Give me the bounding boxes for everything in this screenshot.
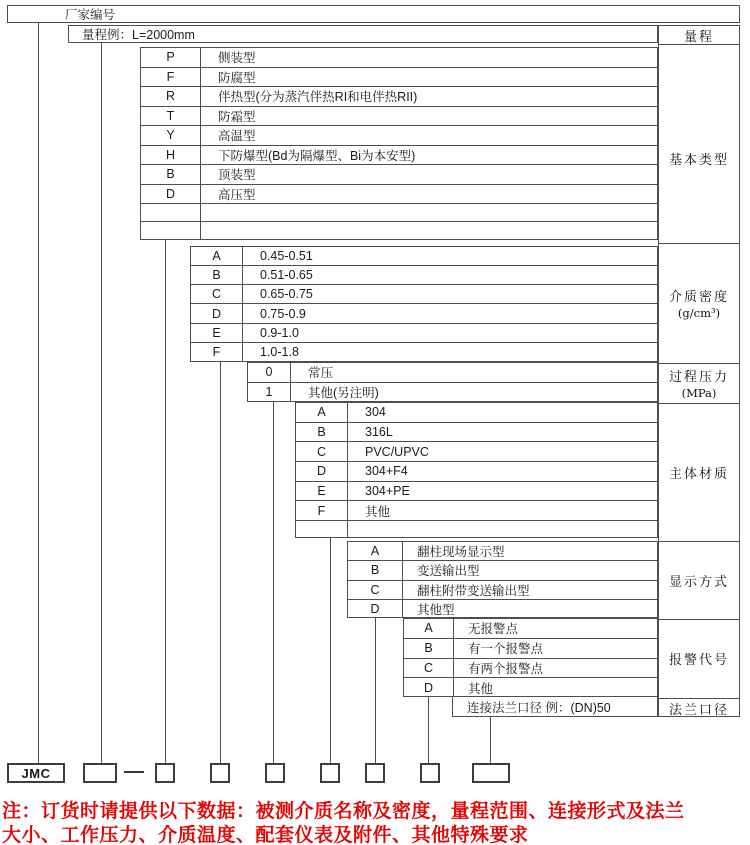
- row-desc: 0.75-0.9: [260, 306, 306, 321]
- medium-density-table: [190, 246, 658, 362]
- row-code: Y: [141, 126, 201, 145]
- table-row: [404, 619, 657, 639]
- row-desc: 304+F4: [365, 464, 408, 479]
- table-row: [248, 363, 657, 383]
- table-row: [248, 383, 657, 403]
- table-row: [141, 87, 657, 107]
- display-mode-table: [347, 541, 658, 618]
- side-label-display: 显示方式: [668, 574, 729, 590]
- table-row: [141, 185, 657, 205]
- table-row: [191, 247, 657, 266]
- connector-line-pressure: [273, 402, 274, 763]
- row-code: 1: [248, 383, 291, 403]
- row-desc: PVC/UPVC: [365, 444, 429, 459]
- table-row: [404, 639, 657, 659]
- connector-line-alarm: [428, 697, 429, 763]
- row-desc: 其他(另注明): [308, 386, 379, 401]
- table-row-empty: [141, 204, 657, 222]
- row-desc: 翻柱现场显示型: [417, 545, 505, 560]
- row-code: P: [141, 48, 201, 67]
- row-desc: 0.9-1.0: [260, 325, 299, 340]
- row-desc: 防霜型: [218, 109, 256, 124]
- table-row: [296, 423, 657, 443]
- code-box-pressure: [265, 763, 285, 783]
- code-box-density: [210, 763, 230, 783]
- basic-type-table: [140, 47, 658, 240]
- code-box-basic: [155, 763, 175, 783]
- table-row: [191, 285, 657, 304]
- side-label-density: 介质密度 (g/cm³): [668, 290, 729, 320]
- table-row: [404, 659, 657, 679]
- row-code: D: [141, 185, 201, 204]
- row-desc: [201, 222, 657, 240]
- row-desc: 顶装型: [218, 168, 256, 183]
- table-row: [453, 697, 657, 716]
- factory-number-label: 厂家编号: [65, 8, 116, 22]
- row-desc: 变送输出型: [417, 564, 480, 579]
- table-row: [191, 304, 657, 323]
- row-desc: 常压: [308, 366, 334, 381]
- row-desc: 0.51-0.65: [260, 268, 313, 283]
- code-box-flange: [472, 763, 510, 783]
- connector-line-range: [101, 43, 102, 763]
- table-row: [141, 126, 657, 146]
- row-desc: 高压型: [218, 187, 256, 202]
- row-desc: 伴热型(分为蒸汽伴热RI和电伴热RII): [218, 90, 418, 105]
- row-code: A: [404, 619, 454, 638]
- range-example-box: [68, 25, 658, 43]
- side-label-range: 量程: [683, 29, 714, 45]
- order-note-line1: 注：订货时请提供以下数据：被测介质名称及密度，量程范围、连接形式及法兰: [2, 801, 685, 822]
- row-code: A: [348, 542, 403, 560]
- row-desc: 其他: [365, 504, 391, 519]
- row-code: 0: [248, 363, 291, 382]
- row-code: A: [296, 403, 348, 422]
- row-code: F: [296, 501, 348, 520]
- row-code: D: [404, 678, 454, 697]
- table-row: [296, 501, 657, 521]
- row-desc: 无报警点: [468, 622, 519, 637]
- row-code: B: [191, 266, 243, 284]
- row-code: C: [296, 442, 348, 461]
- table-row-empty: [141, 222, 657, 240]
- row-desc: [201, 204, 657, 221]
- row-code: R: [141, 87, 201, 106]
- table-row: [296, 482, 657, 502]
- table-row: [141, 165, 657, 185]
- row-code: [141, 204, 201, 221]
- code-box-material: [320, 763, 340, 783]
- row-desc: 有两个报警点: [468, 661, 544, 676]
- row-desc: 连接法兰口径 例：(DN)50: [467, 700, 611, 715]
- side-label-basic-type: 基本类型: [668, 153, 729, 168]
- row-code: B: [141, 165, 201, 184]
- table-row: [191, 324, 657, 343]
- category-label-column: [658, 25, 740, 717]
- table-row: [296, 442, 657, 462]
- row-desc: 其他: [468, 682, 494, 697]
- row-code: F: [141, 68, 201, 87]
- row-code: C: [348, 581, 403, 599]
- table-row: [296, 462, 657, 482]
- row-desc: 防腐型: [218, 70, 256, 85]
- row-desc: 0.65-0.75: [260, 287, 313, 302]
- table-row: [348, 542, 657, 561]
- row-code: B: [404, 639, 454, 658]
- body-material-table: [295, 402, 658, 538]
- code-box-range: [83, 763, 117, 783]
- row-code: [296, 521, 348, 538]
- connector-line-density: [220, 362, 221, 763]
- row-desc: 304+PE: [365, 483, 410, 498]
- row-desc: 316L: [365, 424, 393, 439]
- row-code: H: [141, 146, 201, 165]
- row-code: D: [348, 600, 403, 618]
- row-desc: 1.0-1.8: [260, 345, 299, 360]
- table-row: [141, 48, 657, 68]
- row-code: D: [296, 462, 348, 481]
- side-label-pressure: 过程压力 (MPa): [668, 370, 729, 400]
- row-code: B: [348, 561, 403, 579]
- dash-separator: [124, 771, 144, 773]
- model-prefix-box: [7, 763, 65, 783]
- table-row: [141, 68, 657, 88]
- row-code: [141, 222, 201, 240]
- row-code: E: [296, 482, 348, 501]
- row-desc: 其他型: [417, 603, 455, 618]
- table-row: [348, 561, 657, 580]
- connector-line-display: [375, 618, 376, 763]
- table-row: [141, 107, 657, 127]
- order-note-line2: 大小、工作压力、介质温度、配套仪表及附件、其他特殊要求: [2, 825, 529, 845]
- row-desc: 高温型: [218, 129, 256, 144]
- table-row: [296, 403, 657, 423]
- side-label-material: 主体材质: [668, 466, 729, 482]
- alarm-code-table: [403, 618, 658, 697]
- row-code: D: [191, 304, 243, 322]
- row-desc: 下防爆型(Bd为隔爆型、Bi为本安型): [218, 148, 416, 163]
- row-desc: 0.45-0.51: [260, 249, 313, 264]
- code-box-alarm: [420, 763, 440, 783]
- row-code: A: [191, 247, 243, 265]
- table-row: [404, 678, 657, 697]
- row-code: C: [404, 659, 454, 678]
- connector-line-factory: [38, 23, 39, 763]
- connector-line-material: [330, 538, 331, 763]
- table-row: [191, 343, 657, 362]
- row-code: C: [191, 285, 243, 303]
- row-code: T: [141, 107, 201, 126]
- row-code: E: [191, 324, 243, 342]
- side-label-flange: 法兰口径: [668, 702, 729, 718]
- row-desc: 有一个报警点: [468, 642, 544, 657]
- side-label-alarm: 报警代号: [668, 653, 729, 668]
- table-row: [191, 266, 657, 285]
- row-desc: 翻柱附带变送输出型: [417, 583, 530, 598]
- row-desc: 侧装型: [218, 51, 256, 66]
- table-row: [141, 146, 657, 166]
- process-pressure-table: [247, 362, 658, 402]
- range-example-text: 量程例：L=2000mm: [82, 28, 195, 42]
- row-desc: 304: [365, 405, 386, 420]
- flange-size-row: [452, 696, 658, 717]
- factory-number-box: [7, 5, 740, 23]
- table-row: [348, 600, 657, 618]
- model-prefix: JMC: [21, 765, 51, 781]
- table-row-empty: [296, 521, 657, 538]
- row-code: B: [296, 423, 348, 442]
- table-row: [348, 581, 657, 600]
- connector-line-basic: [165, 240, 166, 763]
- connector-line-flange: [490, 717, 491, 763]
- row-code: F: [191, 343, 243, 362]
- code-box-display: [365, 763, 385, 783]
- row-desc: [348, 521, 657, 538]
